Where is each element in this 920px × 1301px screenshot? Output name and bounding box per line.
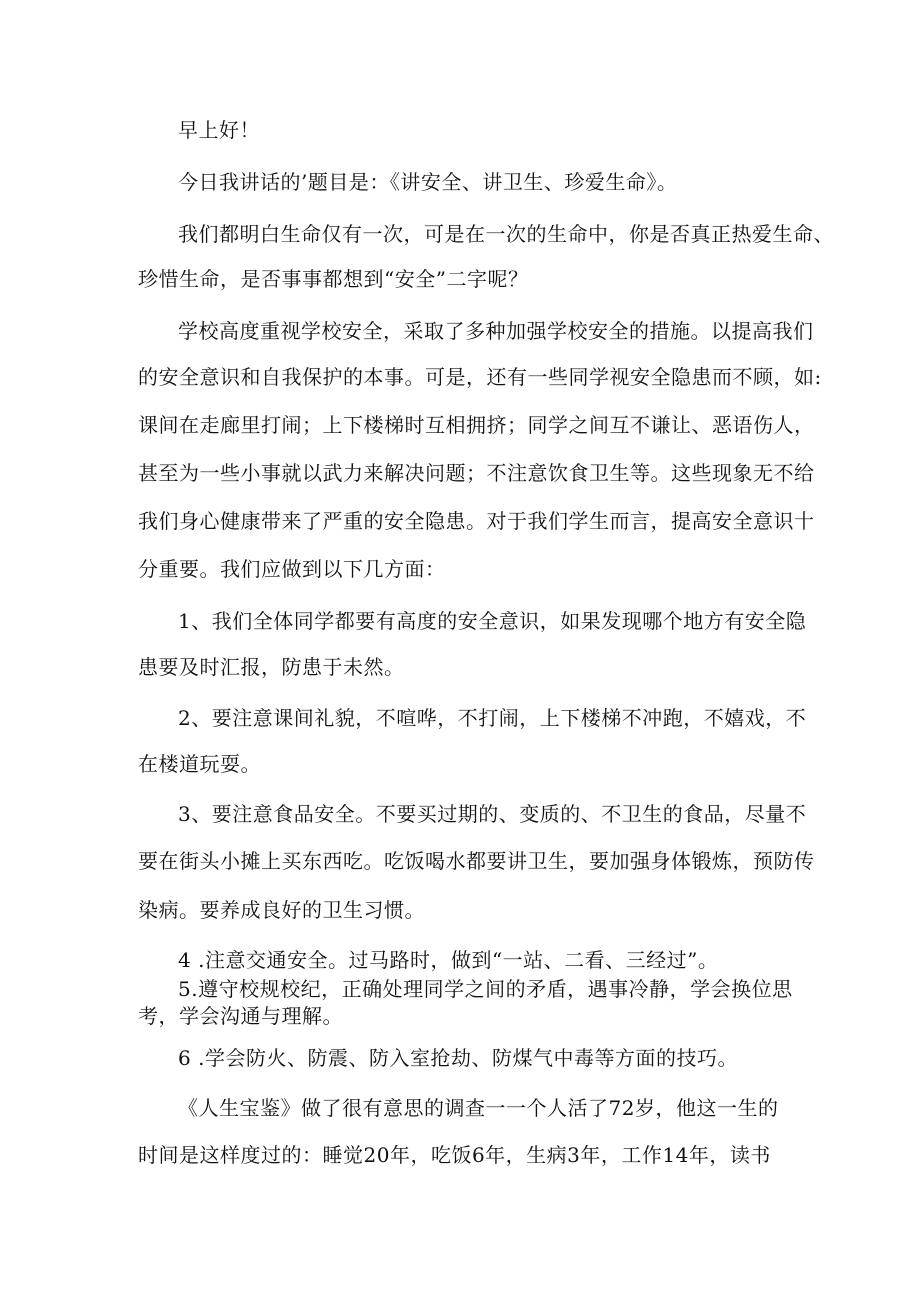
list-item-line: 2、要注意课间礼貌，不喧哗，不打闹，上下楼梯不冲跑，不嬉戏，不 — [178, 706, 807, 730]
topic-line: 今日我讲话的’题目是：《讲安全、讲卫生、珍爱生命》。 — [178, 170, 678, 194]
list-item-line: 1、我们全体同学都要有高度的安全意识，如果发现哪个地方有安全隐 — [178, 609, 807, 633]
paragraph-line: 课间在走廊里打闹；上下楼梯时互相拥挤；同学之间互不谦让、恶语伤人， — [138, 413, 815, 437]
paragraph-line: 《人生宝鉴》做了很有意思的调查一一个人活了72岁，他这一生的 — [178, 1096, 779, 1120]
list-item-line: 考，学会沟通与理解。 — [138, 1004, 343, 1028]
list-item-line: 3、要注意食品安全。不要买过期的、变质的、不卫生的食品，尽量不 — [178, 802, 807, 826]
paragraph-line: 甚至为一些小事就以武力来解决问题；不注意饮食卫生等。这些现象无不给 — [138, 461, 815, 485]
paragraph-line: 分重要。我们应做到以下几方面： — [138, 557, 446, 581]
list-item-line: 6 .学会防火、防震、防入室抢劫、防煤气中毒等方面的技巧。 — [178, 1046, 738, 1070]
paragraph-line: 我们身心健康带来了严重的安全隐患。对于我们学生而言，提高安全意识十 — [138, 509, 815, 533]
paragraph-line: 珍惜生命，是否事事都想到“安全”二字呢？ — [138, 267, 529, 291]
list-item-line: 要在街头小摊上买东西吃。吃饭喝水都要讲卫生，要加强身体锻炼，预防传 — [138, 849, 815, 873]
greeting-line: 早上好！ — [178, 118, 260, 142]
list-item-line: 在楼道玩耍。 — [138, 752, 261, 776]
list-item-line: 5.遵守校规校纪，正确处理同学之间的矛盾，遇事冷静，学会换位思 — [178, 977, 793, 1001]
list-item-line: 患要及时汇报，防患于未然。 — [138, 655, 405, 679]
list-item-line: 染病。要养成良好的卫生习惯。 — [138, 898, 425, 922]
paragraph-line: 学校高度重视学校安全，采取了多种加强学校安全的措施。以提高我们 — [178, 319, 814, 343]
list-item-line: 4 .注意交通安全。过马路时，做到“一站、二看、三经过”。 — [178, 948, 719, 972]
paragraph-line: 时间是这样度过的：睡觉20年，吃饭6年，生病3年，工作14年，读书 — [138, 1143, 771, 1167]
paragraph-line: 的安全意识和自我保护的本事。可是，还有一些同学视安全隐患而不顾，如: — [138, 365, 822, 389]
paragraph-line: 我们都明白生命仅有一次，可是在一次的生命中，你是否真正热爱生命、 — [178, 222, 834, 246]
